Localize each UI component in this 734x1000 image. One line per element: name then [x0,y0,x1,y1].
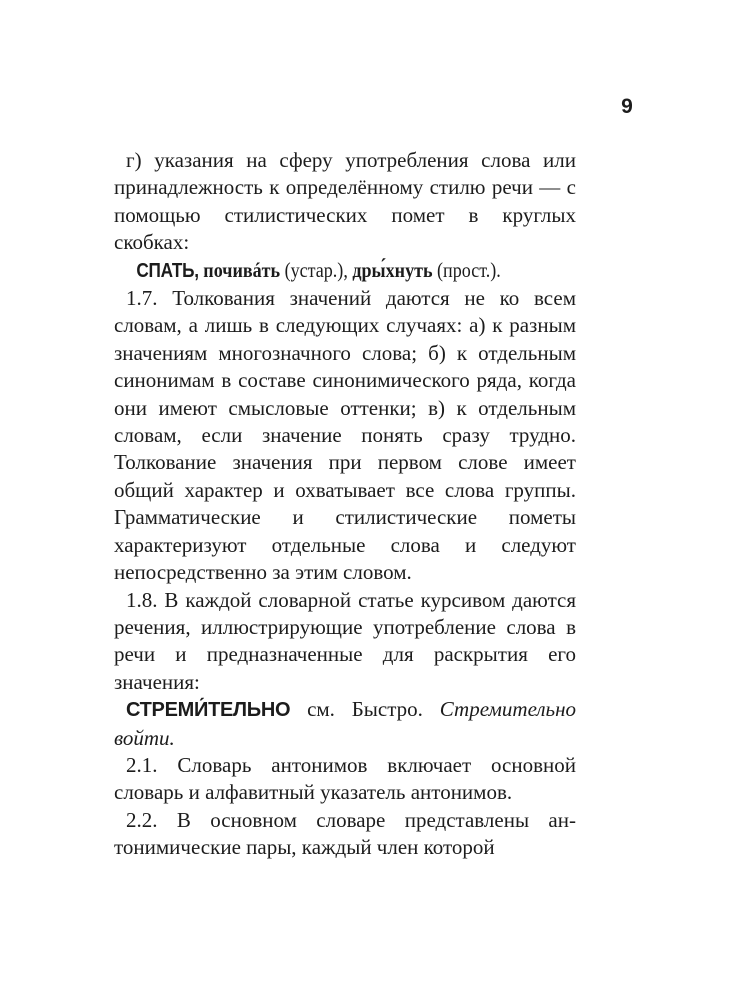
synonym-word: дры́хнуть [352,257,433,282]
style-note: (прост.). [437,257,501,282]
synonym-word: почивáть [203,257,281,282]
usage-illustration: Стремительно войти. [114,697,576,750]
cross-reference: см. Быстро. [307,697,423,722]
paragraph-2-1: 2.1. Словарь антонимов включает основной словарь и алфавитный указатель антонимов. [114,752,576,805]
paragraph-item-g: г) указания на сферу употребления слова или принадлежность к определённому стилю речи — с помощью стилистических помет в круглых скобках: [114,148,576,255]
example-entry-spat [114,257,576,285]
page-text [114,147,576,862]
page-number: 9 [621,95,633,118]
headword: СПАТЬ, [136,259,199,282]
style-note: (устар.), [284,257,348,282]
example-entry-stremitelno [114,696,576,752]
paragraph-1-7: 1.7. Толкования значений даются не ко всем словам, а лишь в следующих случаях: а) к разным значениям многозначного слова; б) к отдельным синонимам в составе синонимического ряда, когда они имеют смысловые оттенки; в) к отдельным словам, если значение понять сразу трудно. Толкование значения при первом слове имеет общий характер и охватывает все слова группы. Грамматические и стилистические пометы характеризуют отдельные слова и следуют непосредственно за этим словом. [114,286,576,585]
paragraph-2-2: 2.2. В основном словаре представлены антонимические пары, каждый член которой [114,807,576,860]
headword: СТРЕМИ́ТЕЛЬНО [126,699,291,722]
paragraph-1-8: 1.8. В каждой словарной статье курсивом даются речения, иллюстрирующие употребление слова в речи и предназначенные для раскрытия его значения: [114,587,576,694]
